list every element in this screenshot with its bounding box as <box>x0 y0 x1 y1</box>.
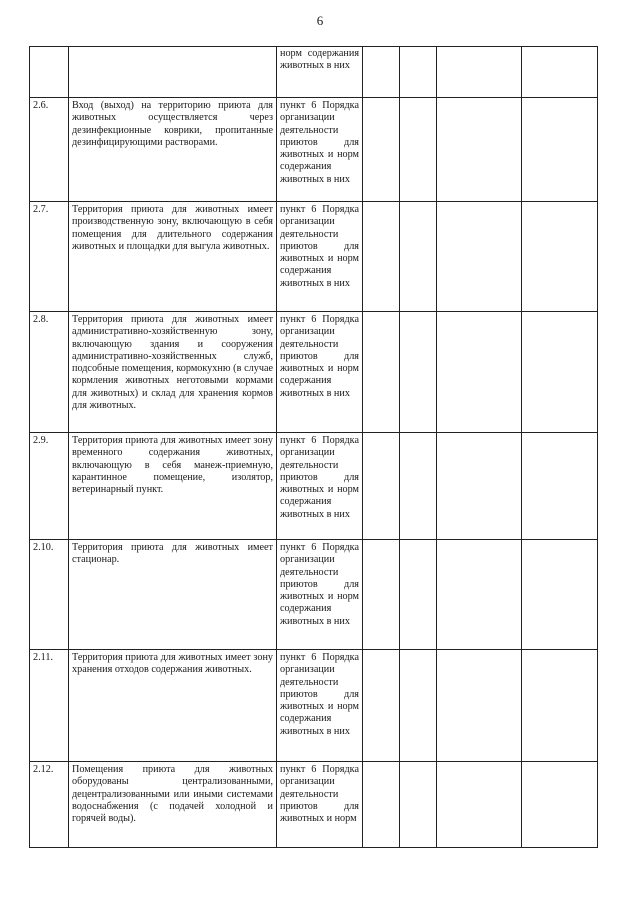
row-number: 2.8. <box>30 312 69 433</box>
answer-no-cell <box>400 540 437 650</box>
answer-no-cell <box>400 47 437 98</box>
note-cell <box>522 540 598 650</box>
requirement-text: Территория приюта для животных имеет стационар. <box>69 540 277 650</box>
requirements-table <box>29 46 598 848</box>
not-applicable-cell <box>437 762 522 848</box>
answer-no-cell <box>400 312 437 433</box>
note-cell <box>522 650 598 762</box>
answer-yes-cell <box>363 312 400 433</box>
table-row <box>30 312 598 433</box>
answer-yes-cell <box>363 762 400 848</box>
table-row <box>30 98 598 202</box>
row-number: 2.9. <box>30 433 69 540</box>
legal-reference: норм содержания животных в них <box>277 47 363 98</box>
answer-yes-cell <box>363 202 400 312</box>
table-row <box>30 202 598 312</box>
legal-reference: пункт 6 Порядка организации деятельности приютов для животных и норм содержания животных в них <box>277 433 363 540</box>
legal-reference: пункт 6 Порядка организации деятельности приютов для животных и норм содержания животных в них <box>277 98 363 202</box>
row-number: 2.7. <box>30 202 69 312</box>
legal-reference: пункт 6 Порядка организации деятельности приютов для животных и норм содержания животных в них <box>277 540 363 650</box>
legal-reference: пункт 6 Порядка организации деятельности приютов для животных и норм содержания животных в них <box>277 312 363 433</box>
not-applicable-cell <box>437 312 522 433</box>
requirement-text: Помещения приюта для животных оборудованы централизованными, децентрализованными или иными системами водоснабжения (с подачей холодной и горячей воды). <box>69 762 277 848</box>
answer-yes-cell <box>363 540 400 650</box>
answer-yes-cell <box>363 650 400 762</box>
requirement-text: Территория приюта для животных имеет зону временного содержания животных, включающую в себя манеж-приемную, карантинное помещение, изолятор, ветеринарный пункт. <box>69 433 277 540</box>
row-number: 2.11. <box>30 650 69 762</box>
note-cell <box>522 433 598 540</box>
table-row <box>30 540 598 650</box>
row-number: 2.12. <box>30 762 69 848</box>
requirement-text: Вход (выход) на территорию приюта для животных осуществляется через дезинфекционные коврики, пропитанные дезинфицирующими растворами. <box>69 98 277 202</box>
row-number: 2.6. <box>30 98 69 202</box>
note-cell <box>522 98 598 202</box>
table-row <box>30 433 598 540</box>
requirement-text: Территория приюта для животных имеет административно-хозяйственную зону, включающую здания и сооружения административно-хозяйственных служб, подсобные помещения, кормокухню (в случае кормления животных неготовыми кормами для животных) и склад для хранения кормов для животных. <box>69 312 277 433</box>
legal-reference: пункт 6 Порядка организации деятельности приютов для животных и норм содержания животных в них <box>277 650 363 762</box>
page-number: 6 <box>316 13 324 28</box>
note-cell <box>522 47 598 98</box>
answer-no-cell <box>400 650 437 762</box>
legal-reference: пункт 6 Порядка организации деятельности приютов для животных и норм <box>277 762 363 848</box>
requirement-text: Территория приюта для животных имеет зону хранения отходов содержания животных. <box>69 650 277 762</box>
note-cell <box>522 312 598 433</box>
table-row <box>30 762 598 848</box>
table-row <box>30 650 598 762</box>
answer-no-cell <box>400 433 437 540</box>
table-row <box>30 47 598 98</box>
answer-no-cell <box>400 762 437 848</box>
row-number <box>30 47 69 98</box>
not-applicable-cell <box>437 98 522 202</box>
answer-yes-cell <box>363 433 400 540</box>
not-applicable-cell <box>437 540 522 650</box>
note-cell <box>522 202 598 312</box>
requirement-text: Территория приюта для животных имеет производственную зону, включающую в себя помещения для длительного содержания животных и площадки для выгула животных. <box>69 202 277 312</box>
not-applicable-cell <box>437 47 522 98</box>
answer-no-cell <box>400 98 437 202</box>
answer-yes-cell <box>363 47 400 98</box>
row-number: 2.10. <box>30 540 69 650</box>
note-cell <box>522 762 598 848</box>
answer-no-cell <box>400 202 437 312</box>
answer-yes-cell <box>363 98 400 202</box>
not-applicable-cell <box>437 650 522 762</box>
requirement-text <box>69 47 277 98</box>
not-applicable-cell <box>437 202 522 312</box>
not-applicable-cell <box>437 433 522 540</box>
legal-reference: пункт 6 Порядка организации деятельности приютов для животных и норм содержания животных в них <box>277 202 363 312</box>
